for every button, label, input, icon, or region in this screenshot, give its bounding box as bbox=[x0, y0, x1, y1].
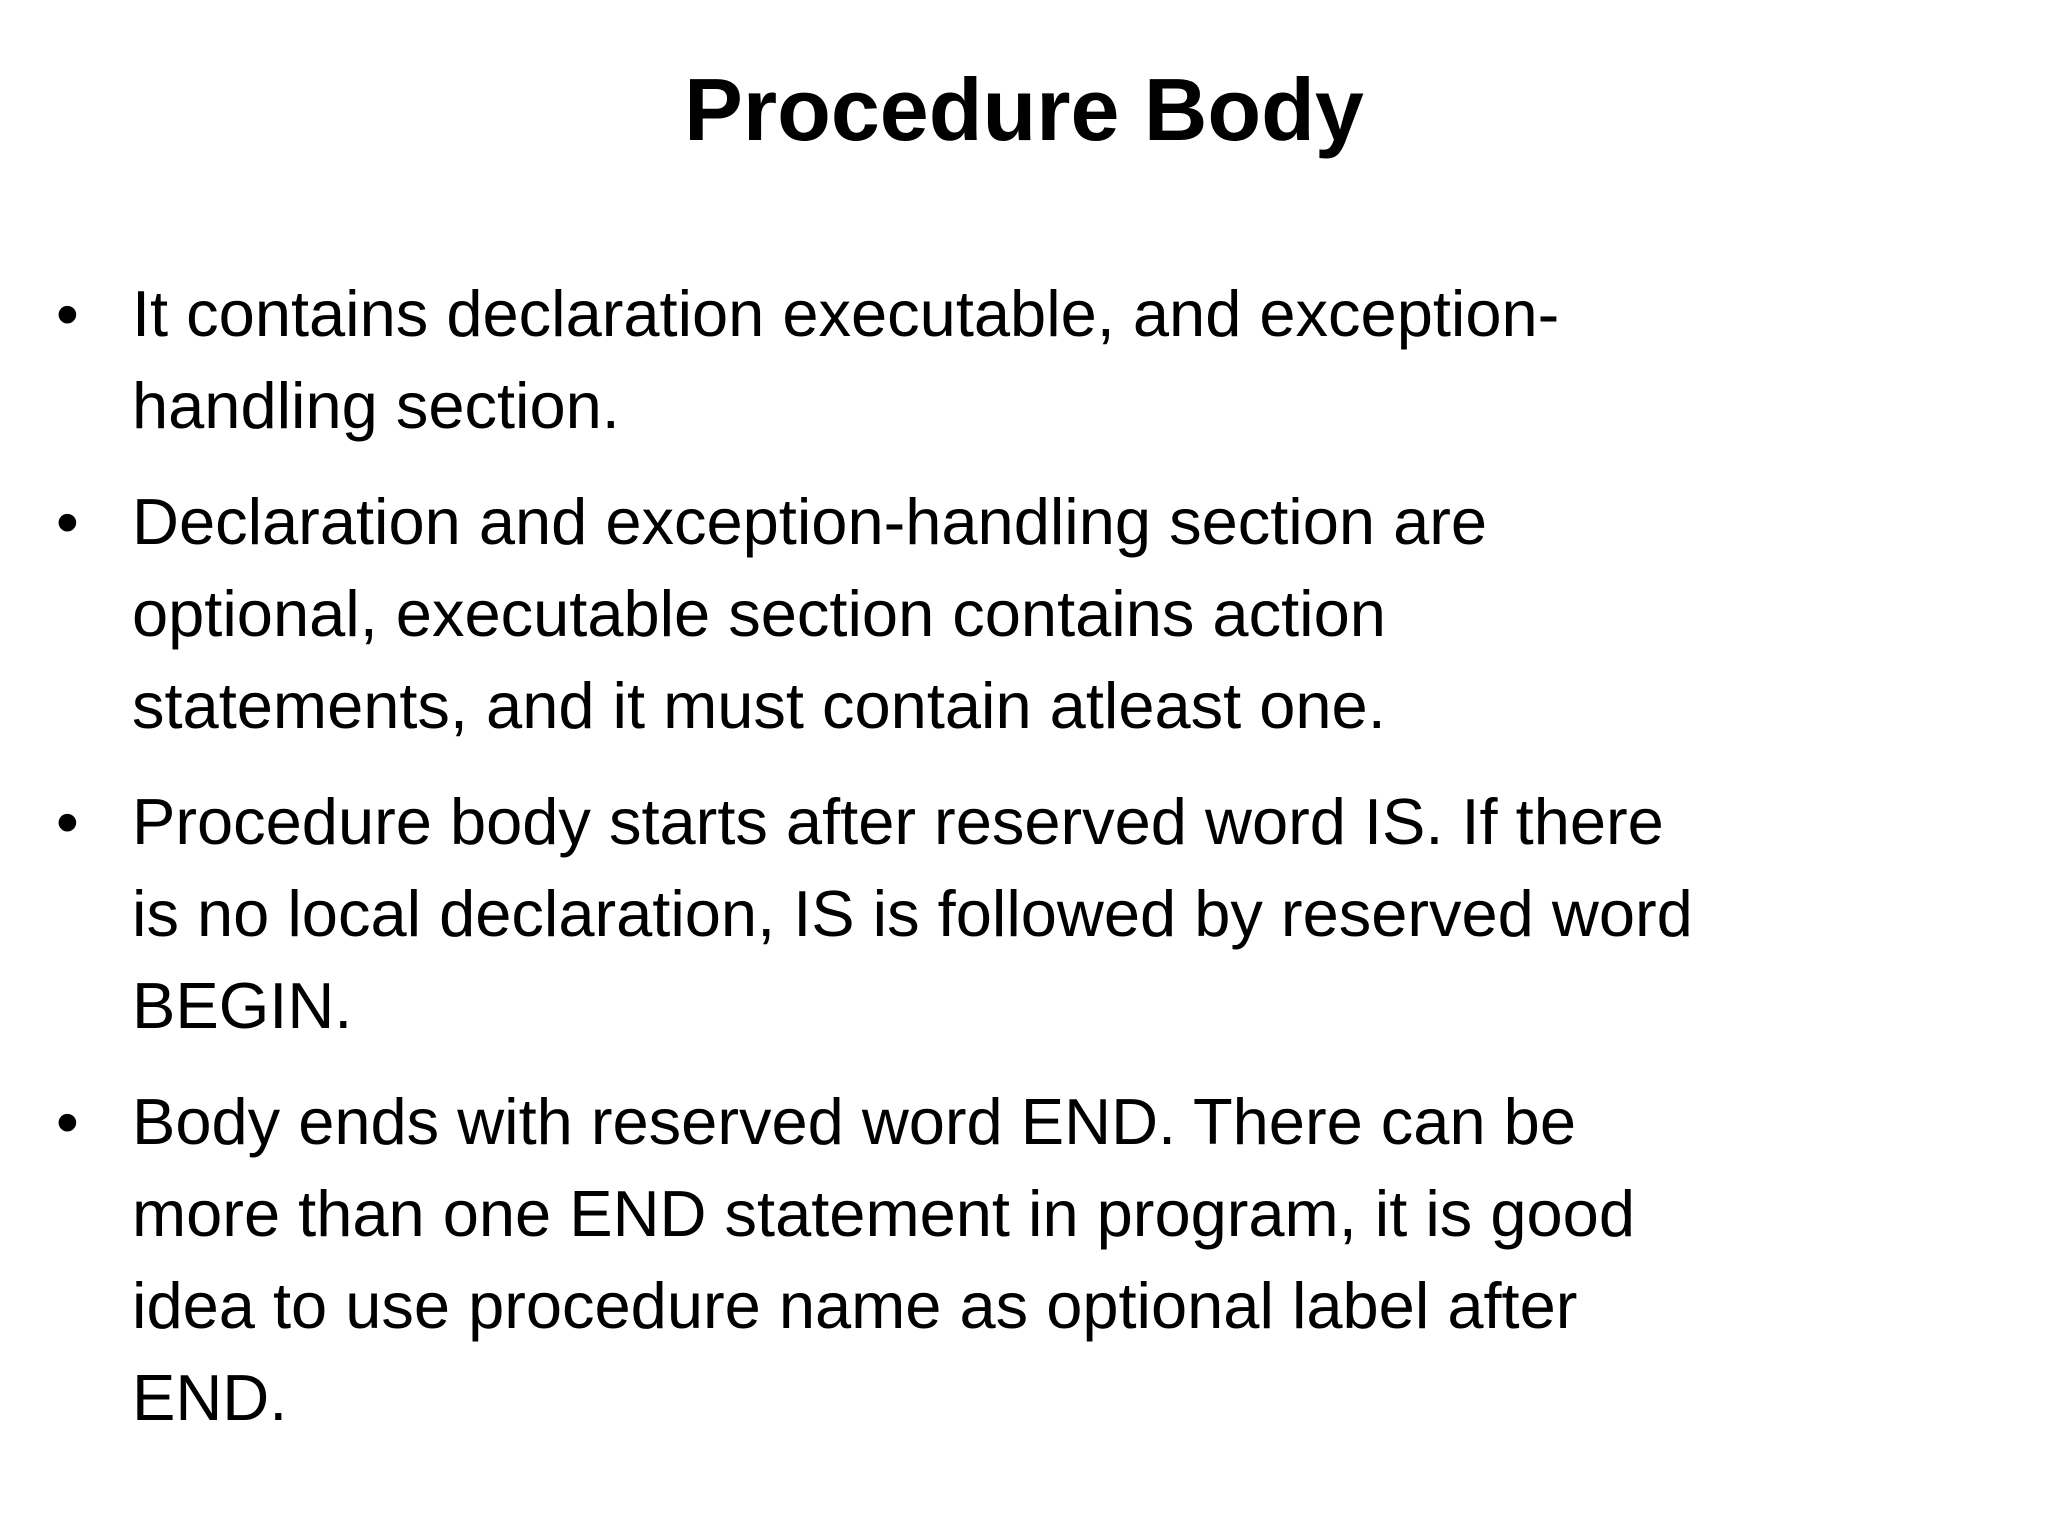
bullet-item-4 bbox=[56, 1076, 2016, 1444]
bullet-2-line-3: statements, and it must contain atleast one. bbox=[132, 669, 1386, 742]
bullet-4-line-2: more than one END statement in program, it is good bbox=[132, 1177, 1635, 1250]
bullet-4-line-3: idea to use procedure name as optional label after bbox=[132, 1269, 1578, 1342]
bullet-1-line-1: It contains declaration executable, and exception- bbox=[132, 277, 1560, 350]
bullet-3-line-1: Procedure body starts after reserved word IS. If there bbox=[132, 785, 1664, 858]
bullet-dot-icon: • bbox=[56, 1085, 79, 1158]
bullet-3-line-2: is no local declaration, IS is followed by reserved word bbox=[132, 877, 1693, 950]
bullet-dot-icon: • bbox=[56, 485, 79, 558]
bullet-dot-icon: • bbox=[56, 277, 79, 350]
bullet-3-line-3: BEGIN. bbox=[132, 969, 353, 1042]
slide-title: Procedure Body bbox=[684, 60, 1364, 159]
bullet-dot-icon: • bbox=[56, 785, 79, 858]
bullet-4-line-4: END. bbox=[132, 1361, 288, 1434]
bullet-item-1 bbox=[56, 268, 2016, 452]
bullet-item-3 bbox=[56, 776, 2016, 1052]
bullet-4-line-1: Body ends with reserved word END. There can be bbox=[132, 1085, 1576, 1158]
bullet-item-2 bbox=[56, 476, 2016, 752]
bullet-list bbox=[56, 268, 2016, 1468]
bullet-2-line-1: Declaration and exception-handling section are bbox=[132, 485, 1488, 558]
bullet-2-line-2: optional, executable section contains action bbox=[132, 577, 1386, 650]
bullet-1-line-2: handling section. bbox=[132, 369, 620, 442]
